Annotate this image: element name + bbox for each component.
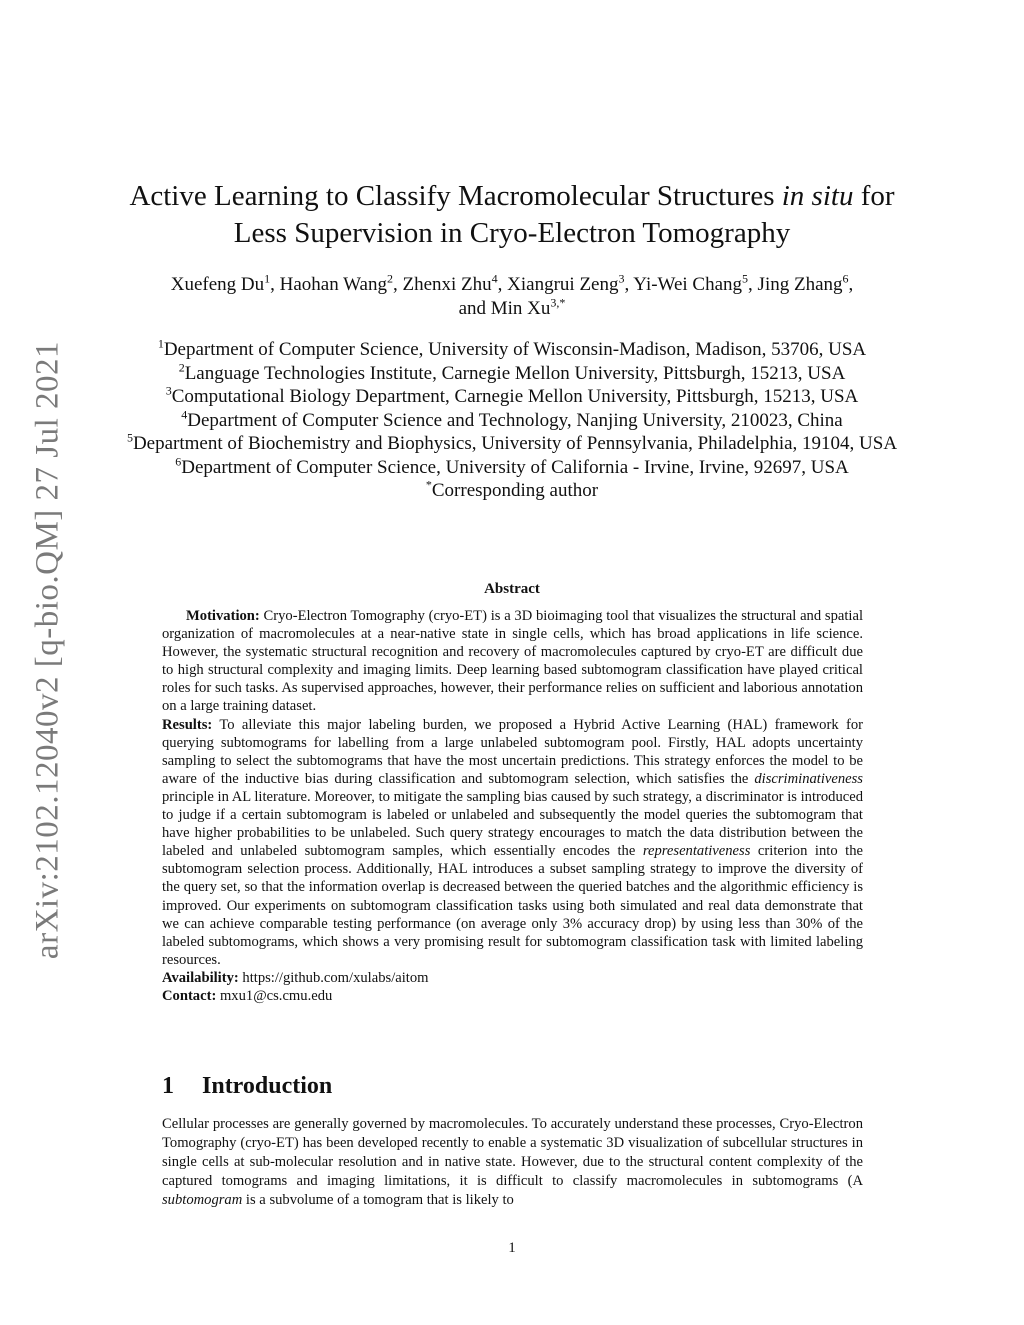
affiliation: $^6$Department of Computer Science, University of California - Irvine, Irvine, 92697, USA [175,454,849,478]
abstract-body [162,607,863,1005]
introduction-paragraph: Cellular processes are generally governed by macromolecules. To accurately understand these processes, Cryo-Electron Tomography (cryo-ET) has been developed recently to enable a systematic 3D visualization of subcellular structures in single cells at sub-molecular resolution and in native state. However, due to the structural content complexity of the captured tomograms and imaging limitations, it is difficult to classify macromolecules in subtomograms (A subtomogram is a subvolume of a tomogram that is likely to [162,1116,863,1208]
availability-link[interactable]: https://github.com/xulabs/aitom [238,969,429,986]
affiliation: $^3$Computational Biology Department, Carnegie Mellon University, Pittsburgh, 15213, USA [165,383,859,407]
paper-title [100,178,924,252]
affiliation: $^5$Department of Biochemistry and Biophysics, University of Pennsylvania, Philadelphia, 19104, USA [126,430,898,454]
author: Yi-Wei Chang$^5$, [633,271,758,295]
author: Zhenxi Zhu$^4$, [402,271,508,295]
arxiv-id[interactable]: arXiv:2102.12040v2 [q-bio.QM] 27 Jul 2021 [29,340,66,960]
page-number: 1 [508,1240,516,1256]
section-heading-introduction: 1 Introduction [162,1073,333,1099]
title-part-2: for Less Supervision in Cryo-Electron Tomography [233,180,895,249]
author: Xiangrui Zeng$^3$, [507,271,634,295]
contact-email[interactable]: mxu1@cs.cmu.edu [216,987,333,1004]
affiliation: $^4$Department of Computer Science and Technology, Nanjing University, 210023, China [181,407,843,431]
affiliation: $^2$Language Technologies Institute, Carnegie Mellon University, Pittsburgh, 15213, USA [178,360,846,384]
author: Haohan Wang$^2$, [279,271,403,295]
abstract-heading: Abstract [484,581,540,597]
abstract-availability: Availability: https://github.com/xulabs/aitom [162,969,429,986]
abstract-results: Results: To alleviate this major labeling burden, we proposed a Hybrid Active Learning (HAL) framework for querying subtomograms for labelling from a large unlabeled subtomogram pool. Firstly, HAL adopts uncertainty sampling to select the subtomograms that have the most uncertain predictions. This strategy enforces the model to be aware of the inductive bias during classification and subtomogram selection, which satisfies the discriminativeness principle in AL literature. Moreover, to mitigate the sampling bias caused by such strategy, a discriminator is introduced to judge if a certain subtomogram is labeled or unlabeled and subsequently the model queries the subtomogram that have higher probabilities to be unlabeled. Such query strategy encourages to match the data distribution between the labeled and unlabeled subtomogram samples, which essentially encodes the representativeness criterion into the subtomogram selection process. Additionally, HAL introduces a subset sampling strategy to improve the diversity of the query set, so that the information overlap is decreased between the queried batches and the algorithmic efficiency is improved. Our experiments on subtomogram classification tasks using both simulated and real data demonstrate that we can achieve comparable testing performance (on average only 3% accuracy drop) by using less than 30% of the labeled subtomograms, which shows a very promising result for subtomogram classification task with limited labeling resources. [162,716,863,968]
affiliation-list [100,338,924,503]
author: Xuefeng Du$^1$, [170,271,280,295]
author: and Min $Xu^{3,*}$ [458,295,566,319]
corresponding-author-note: *Corresponding author [425,477,599,501]
abstract-motivation: Motivation: Cryo-Electron Tomography (cryo-ET) is a 3D bioimaging tool that visualizes the structural and spatial organization of macromolecules at a near-native state in single cells, which has broad applications in life science. However, the systematic structural recognition and recovery of macromolecules captured by cryo-ET are difficult due to high structural complexity and imaging limits. Deep learning based subtomogram classification have played critical roles for such tasks. As supervised approaches, however, their performance relies on sufficient and laborious annotation on a large training dataset. [162,608,863,715]
affiliation: $^1$Department of Computer Science, University of Wisconsin-Madison, Madison, 53706, USA [157,336,867,360]
abstract-contact: Contact: mxu1@cs.cmu.edu [162,987,333,1004]
title-italic: in situ [781,180,854,212]
author-list [100,273,924,321]
title-part-1: Active Learning to Classify Macromolecular Structures [129,180,782,212]
author: Jing Zhang$^6$, [757,271,854,295]
